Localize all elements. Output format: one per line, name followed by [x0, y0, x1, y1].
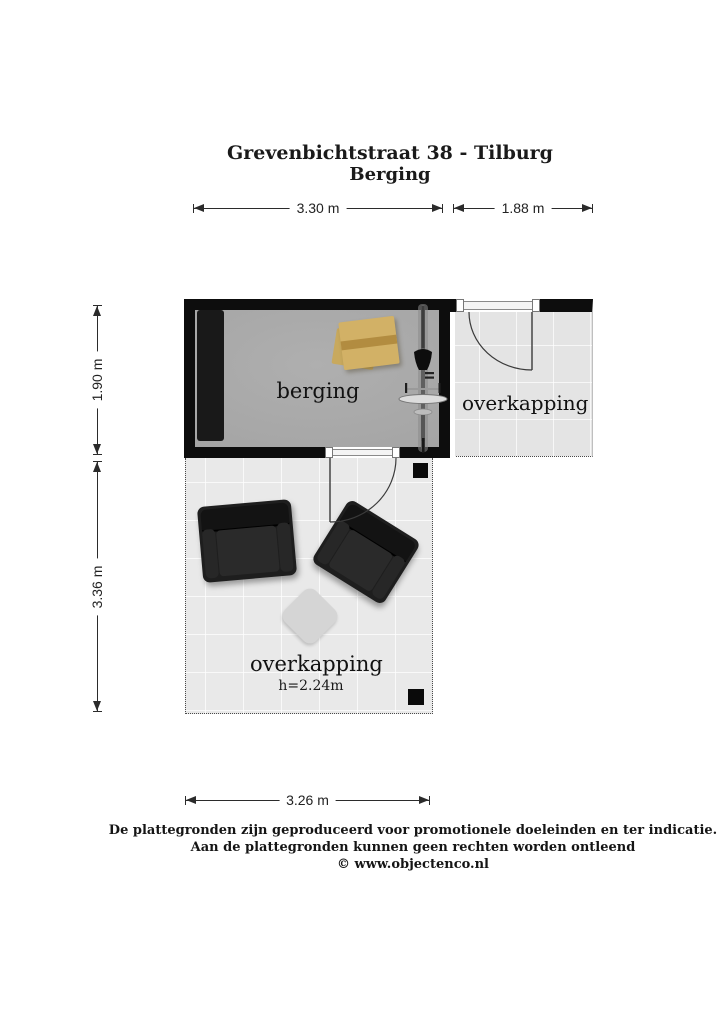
- dim-label: 3.36 m: [89, 558, 105, 615]
- footer: [63, 822, 720, 873]
- page-subtitle: Berging: [349, 164, 431, 185]
- room-label-berging: berging: [276, 379, 360, 403]
- storage-box: [338, 316, 399, 370]
- arrowhead-up-icon: [93, 306, 101, 316]
- door-opening-bottom: [325, 447, 400, 458]
- arrowhead-left-icon: [194, 204, 204, 212]
- dim-left-upper: [89, 305, 105, 455]
- door-jamb: [456, 299, 464, 312]
- dim-top-left: [193, 200, 443, 216]
- dim-top-right: [453, 200, 593, 216]
- dim-label: 1.90 m: [89, 352, 105, 409]
- door-threshold: [333, 449, 392, 456]
- arrowhead-down-icon: [93, 701, 101, 711]
- arrowhead-left-icon: [454, 204, 464, 212]
- footer-disclaimer-2: Aan de plattegronden kunnen geen rechten worden ontleend: [190, 840, 636, 855]
- door-jamb: [532, 299, 540, 312]
- door-threshold: [464, 301, 532, 310]
- door-opening-top: [456, 299, 540, 312]
- cabinet: [197, 310, 224, 441]
- room-overkapping-right: [450, 299, 593, 457]
- room-label-overkapping-right: overkapping: [462, 391, 589, 415]
- room-label-overkapping-bottom: overkapping: [250, 652, 383, 676]
- post-top: [413, 463, 428, 478]
- arrowhead-left-icon: [186, 796, 196, 804]
- dim-label: 3.26 m: [279, 792, 336, 808]
- dim-label: 3.30 m: [290, 200, 347, 216]
- footer-copyright: © www.objectenco.nl: [337, 857, 489, 872]
- arrowhead-up-icon: [93, 462, 101, 472]
- dim-label: 1.88 m: [495, 200, 552, 216]
- arrowhead-right-icon: [582, 204, 592, 212]
- arrowhead-right-icon: [432, 204, 442, 212]
- chair-seat: [216, 525, 280, 576]
- dim-bottom: [185, 792, 430, 808]
- page-title: Grevenbichtstraat 38 - Tilburg: [227, 142, 553, 164]
- door-jamb: [325, 447, 333, 458]
- footer-disclaimer-1: De plattegronden zijn geproduceerd voor promotionele doeleinden en ter indicatie.: [108, 823, 718, 838]
- height-note: h=2.24m: [278, 678, 344, 694]
- dim-left-lower: [89, 461, 105, 712]
- wall-gap: [450, 312, 455, 458]
- arrowhead-right-icon: [419, 796, 429, 804]
- title-block: [90, 142, 690, 185]
- arrowhead-down-icon: [93, 444, 101, 454]
- post-bottom: [408, 689, 424, 705]
- door-jamb: [392, 447, 400, 458]
- armchair-left: [197, 499, 297, 583]
- box-tape: [341, 335, 398, 351]
